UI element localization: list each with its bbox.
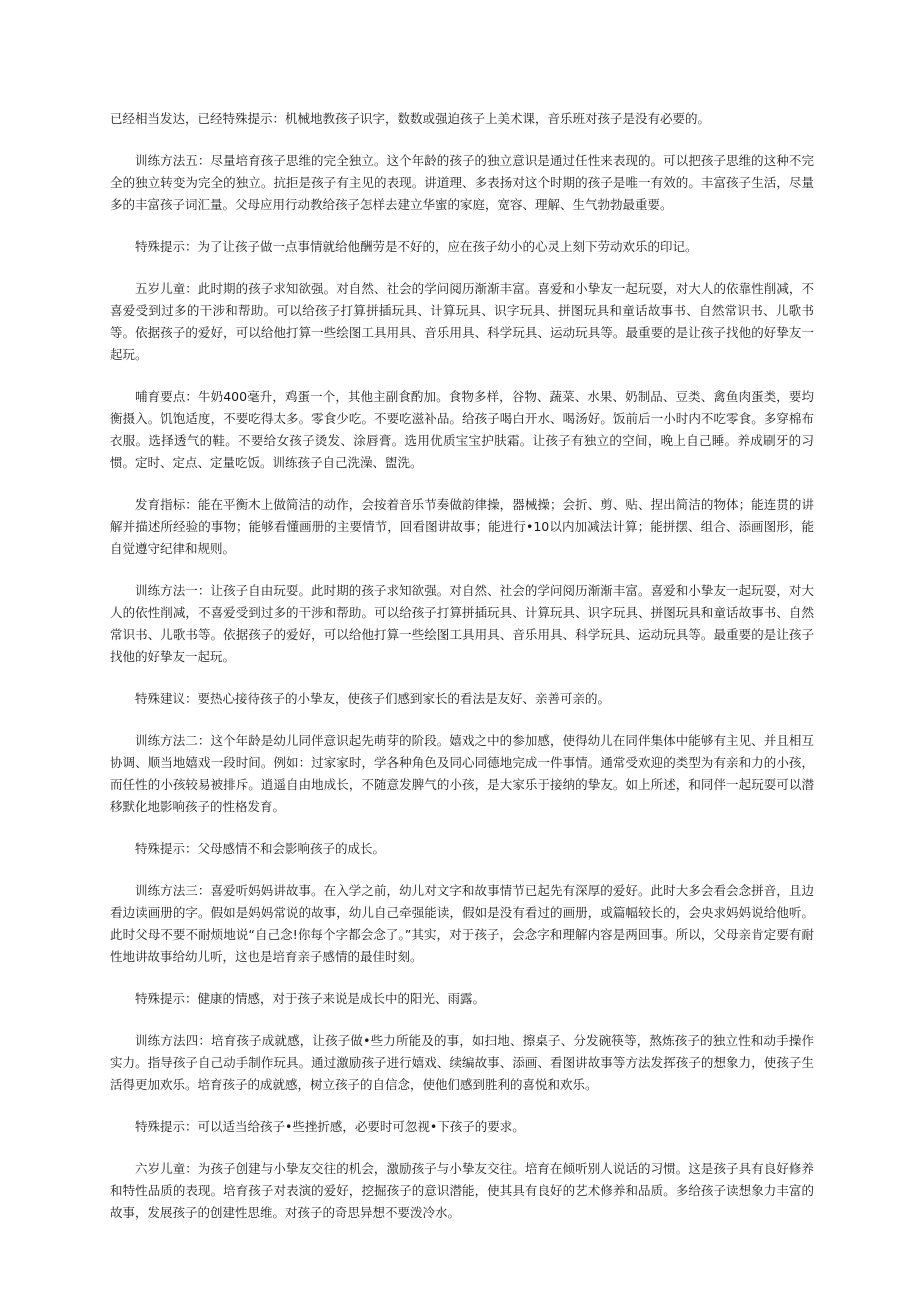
paragraph-training-method-3: 训练方法三：喜爱听妈妈讲故事。在入学之前，幼儿对文字和故事情节已起先有深厚的爱好。此时大多会看会念拼音，且边看边读画册的字。假如是妈妈常说的故事，幼儿自己牵强能读，假如是没有看过的画册，或篇幅较长的，会央求妈妈说给他听。此时父母不要不耐烦地说“自己念!你每个字都会念了。”其实，对于孩子，会念字和理解内容是两回事。所以，父母亲肯定要有耐性地讲故事给幼儿听，这也是培育亲子感情的最佳时刻。 [110,883,814,964]
paragraph-special-advice: 特殊建议：要热心接待孩子的小挚友，使孩子们感到家长的看法是友好、亲善可亲的。 [135,691,611,706]
paragraph-continuation: 已经相当发达，已经特殊提示：机械地教孩子识字，数数或强迫孩子上美术课，音乐班对孩子是没有必要的。 [110,111,711,126]
paragraph-development-indicators: 发育指标：能在平衡木上做简洁的动作，会按着音乐节奏做韵律操，器械操；会折、剪、贴、捏出简洁的物体；能连贯的讲解并描述所经验的事物；能够看懂画册的主要情节，回看图讲故事；能进行•10以内加减法计算；能拼摆、组合、添画图形，能自觉遵守纪律和规则。 [110,497,814,556]
paragraph-five-year-old: 五岁儿童：此时期的孩子求知欲强。对自然、社会的学问阅历渐渐丰富。喜爱和小挚友一起玩耍，对大人的依靠性削减，不喜爱受到过多的干涉和帮助。可以给孩子打算拼插玩具、计算玩具、识字玩具、拼图玩具和童话故事书、自然常识书、儿歌书等。依据孩子的爱好，可以给他打算一些绘图工具用具、音乐用具、科学玩具、运动玩具等。最重要的是让孩子找他的好挚友一起玩。 [110,281,814,362]
paragraph-training-method-4: 训练方法四：培育孩子成就感，让孩子做•些力所能及的事，如扫地、擦桌子、分发碗筷等，熬炼孩子的独立性和动手操作实力。指导孩子自己动手制作玩具。通过激励孩子进行嬉戏、续编故事、添画、看图讲故事等方法发挥孩子的想象力，使孩子生活得更加欢乐。培育孩子的成就感，树立孩子的自信念，使他们感到胜利的喜悦和欢乐。 [110,1033,814,1092]
paragraph-feeding-points: 哺育要点：牛奶400毫升，鸡蛋一个，其他主副食酌加。食物多样，谷物、蔬菜、水果、奶制品、豆类、禽鱼肉蛋类，要均衡摄入。饥饱适度，不要吃得太多。零食少吃。不要吃滋补品。给孩子喝白开水、喝汤好。饭前后一小时内不吃零食。多穿棉布衣服。选择透气的鞋。不要给女孩子烫发、涂唇膏。选用优质宝宝护肤霜。让孩子有独立的空间，晚上自己睡。养成刷牙的习惯。定时、定点、定量吃饭。训练孩子自己洗澡、盥洗。 [110,389,814,470]
paragraph-tip-parents-relationship: 特殊提示：父母感情不和会影响孩子的成长。 [135,841,386,856]
paragraph-tip-healthy-emotion: 特殊提示：健康的情感，对于孩子来说是成长中的阳光、雨露。 [135,991,486,1006]
paragraph-six-year-old: 六岁儿童：为孩子创建与小挚友交往的机会，激励孩子与小挚友交往。培育在倾听别人说话的习惯。这是孩子具有良好修养和特性品质的表现。培育孩子对表演的爱好，挖掘孩子的意识潜能，使其具有良好的艺术修养和品质。多给孩子读想象力丰富的故事，发展孩子的创建性思维。对孩子的奇思异想不要泼冷水。 [110,1161,814,1220]
paragraph-tip-frustration: 特殊提示：可以适当给孩子•些挫折感，必要时可忽视•下孩子的要求。 [135,1119,525,1134]
paragraph-tip-labor-joy: 特殊提示：为了让孩子做一点事情就给他酬劳是不好的，应在孩子幼小的心灵上刻下劳动欢乐的印记。 [135,239,698,254]
paragraph-training-method-2: 训练方法二：这个年龄是幼儿同伴意识起先萌芽的阶段。嬉戏之中的参加感，使得幼儿在同伴集体中能够有主见、并且相互协调、顺当地嬉戏一段时间。例如：过家家时，学各种角色及同心同德地完成一件事情。通常受欢迎的类型为有亲和力的小孩，而任性的小孩较易被排斥。逍遥自由地成长，不随意发脾气的小孩，是大家乐于接纳的挚友。如上所述，和同伴一起玩耍可以潜移默化地影响孩子的性格发育。 [110,733,814,814]
document-body [110,108,814,1244]
paragraph-training-method-1: 训练方法一：让孩子自由玩耍。此时期的孩子求知欲强。对自然、社会的学问阅历渐渐丰富。喜爱和小挚友一起玩耍，对大人的依性削减，不喜爱受到过多的干涉和帮助。可以给孩子打算拼插玩具、计算玩具、识字玩具、拼图玩具和童话故事书、自然常识书、儿歌书等。依据孩子的爱好，可以给他打算一些绘图工具用具、音乐用具、科学玩具、运动玩具等。最重要的是让孩子找他的好挚友一起玩。 [110,583,814,664]
paragraph-training-method-5: 训练方法五：尽量培育孩子思维的完全独立。这个年龄的孩子的独立意识是通过任性来表现的。可以把孩子思维的这种不完全的独立转变为完全的独立。抗拒是孩子有主见的表现。讲道理、多表扬对这个时期的孩子是唯一有效的。丰富孩子生活，尽量多的丰富孩子词汇量。父母应用行动教给孩子怎样去建立华蜜的家庭，宽容、理解、生气勃勃最重要。 [110,153,814,212]
